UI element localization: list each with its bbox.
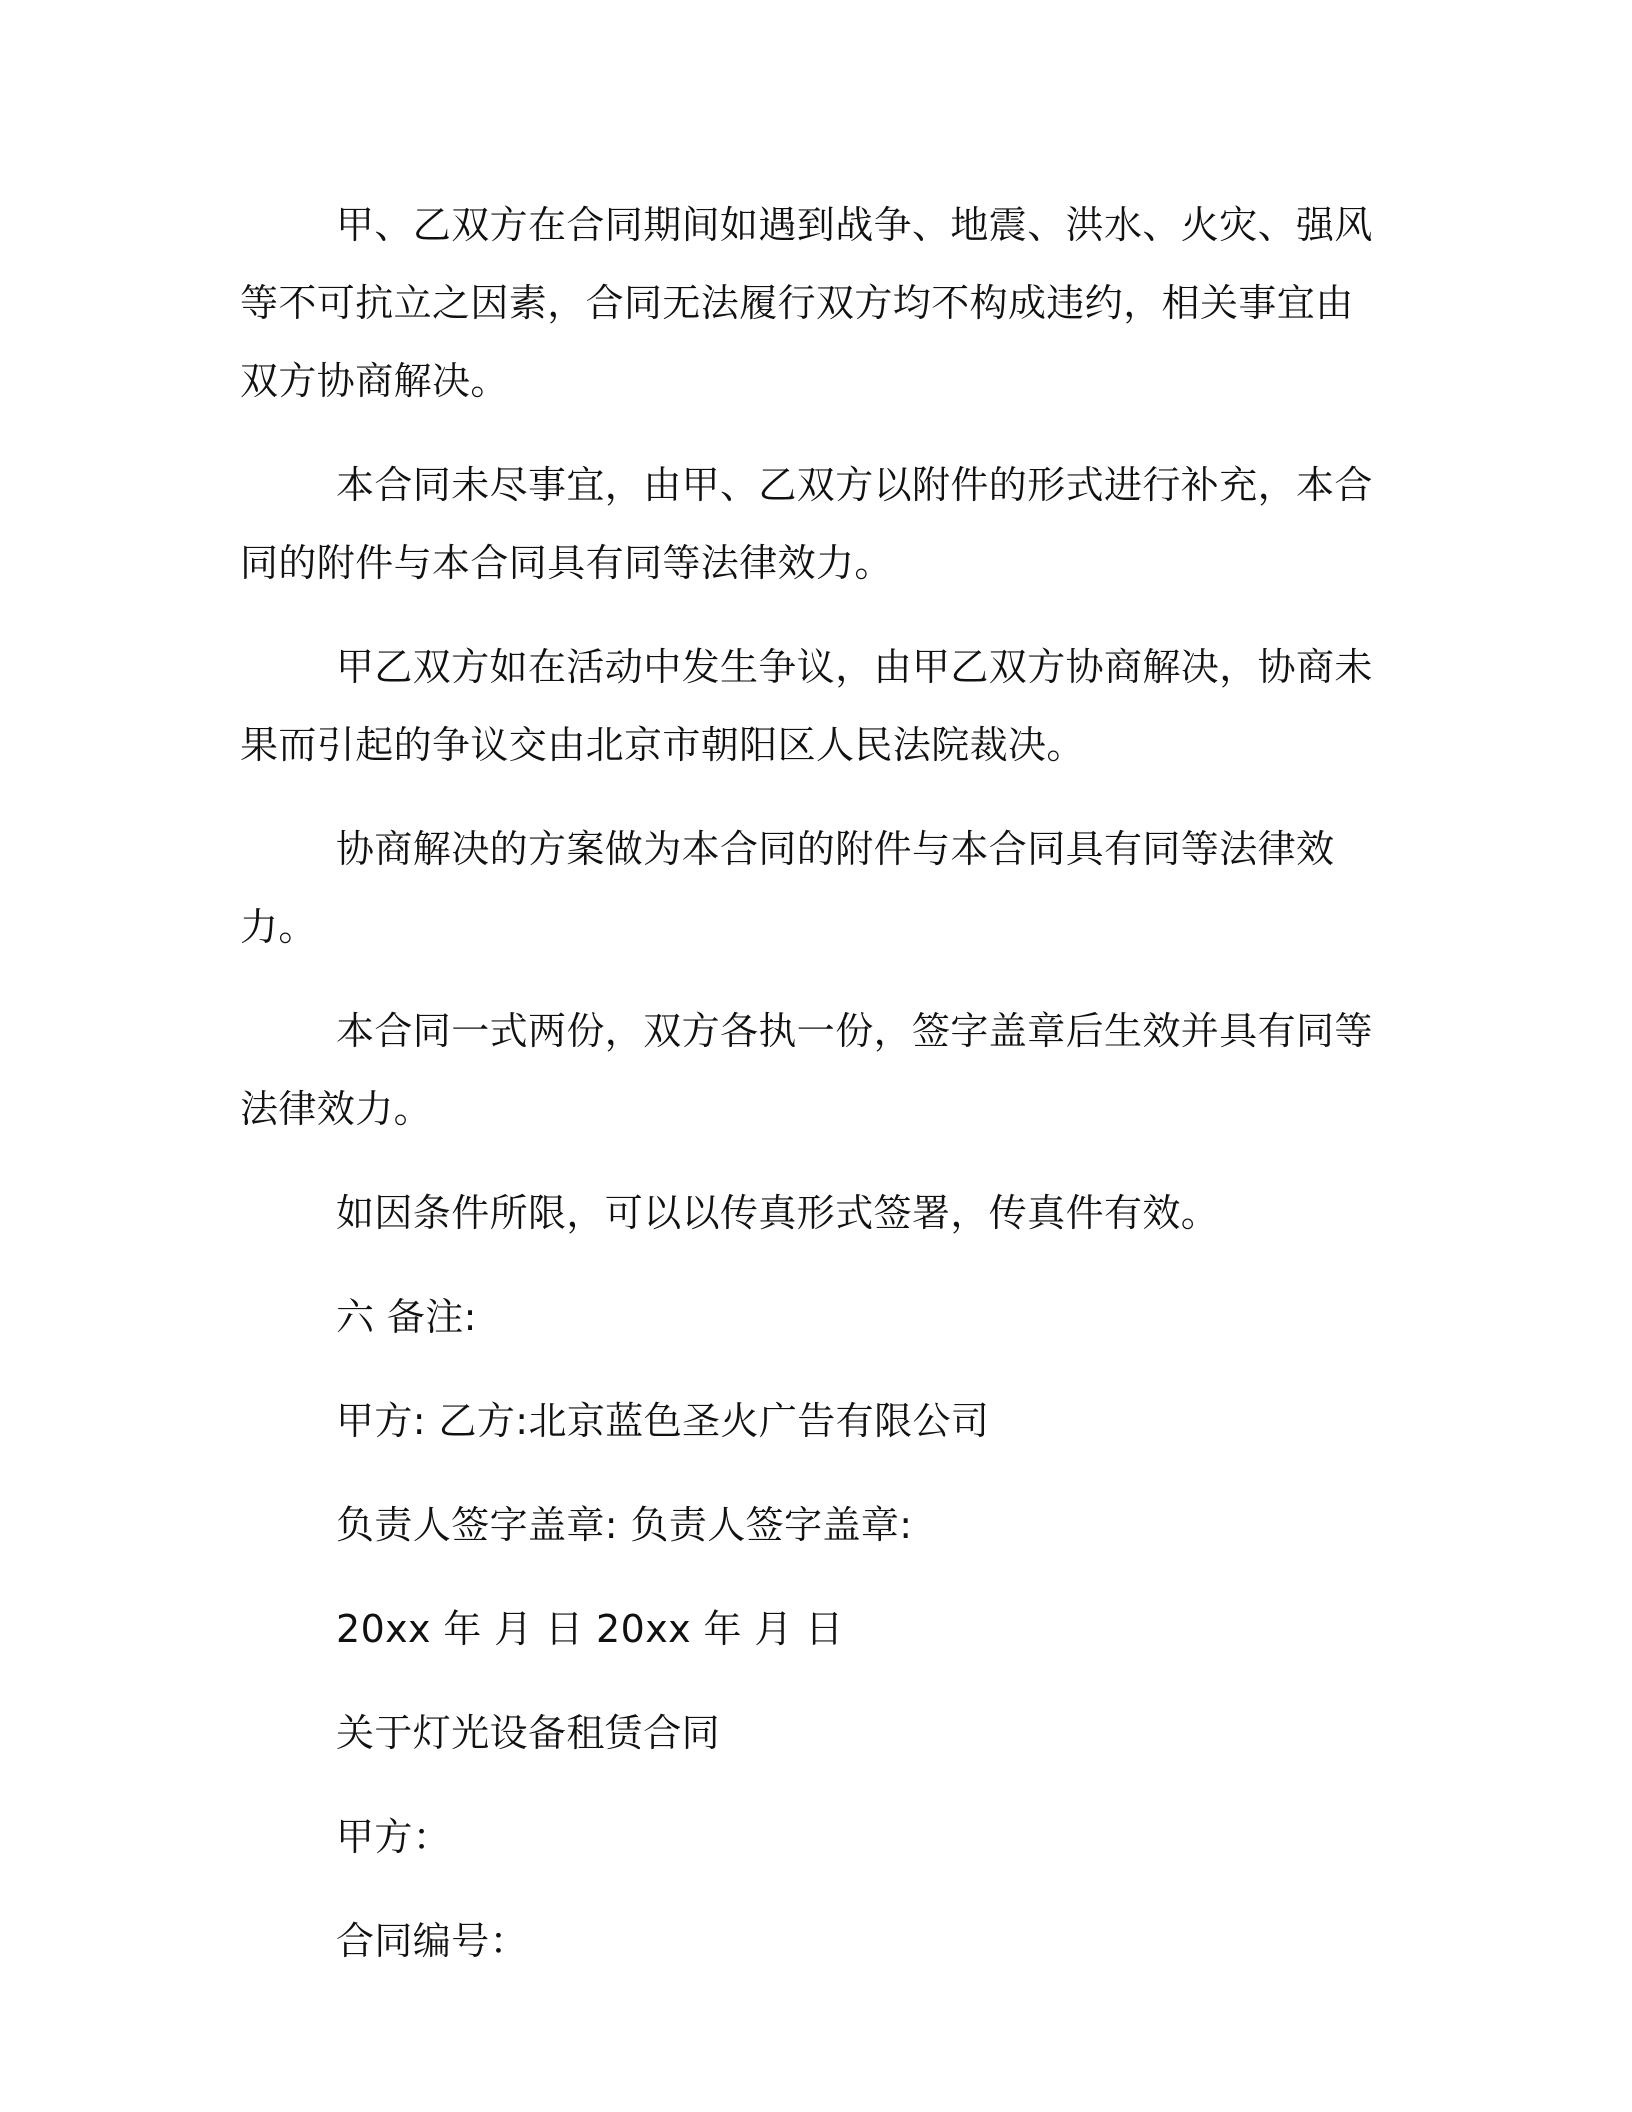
- signature-line: 负责人签字盖章: 负责人签字盖章:: [336, 1503, 913, 1547]
- contract-number-line: 合同编号：: [336, 1919, 529, 1963]
- paragraph-force-majeure: 甲、乙双方在合同期间如遇到战争、地震、洪水、火灾、强风等不可抗立之因素，合同无法履行双方均不构成违约，相关事宜由双方协商解决。: [240, 203, 1373, 403]
- section-remarks-heading: 六 备注:: [336, 1295, 477, 1339]
- paragraph-negotiation: 协商解决的方案做为本合同的附件与本合同具有同等法律效力。: [240, 827, 1335, 949]
- contract-title: 关于灯光设备租赁合同: [336, 1711, 721, 1755]
- document-body: [240, 186, 1380, 1980]
- party-line: 甲方: 乙方:北京蓝色圣火广告有限公司: [336, 1399, 990, 1443]
- paragraph-dispute: 甲乙双方如在活动中发生争议，由甲乙双方协商解决，协商未果而引起的争议交由北京市朝阳区人民法院裁决。: [240, 645, 1373, 767]
- party-a-line: 甲方：: [336, 1815, 452, 1859]
- paragraph-fax: 如因条件所限，可以以传真形式签署，传真件有效。: [336, 1191, 1220, 1235]
- paragraph-copies: 本合同一式两份，双方各执一份，签字盖章后生效并具有同等法律效力。: [240, 1009, 1373, 1131]
- date-line: 20xx 年 月 日 20xx 年 月 日: [336, 1607, 844, 1651]
- paragraph-supplement: 本合同未尽事宜，由甲、乙双方以附件的形式进行补充，本合同的附件与本合同具有同等法律效力。: [240, 463, 1373, 585]
